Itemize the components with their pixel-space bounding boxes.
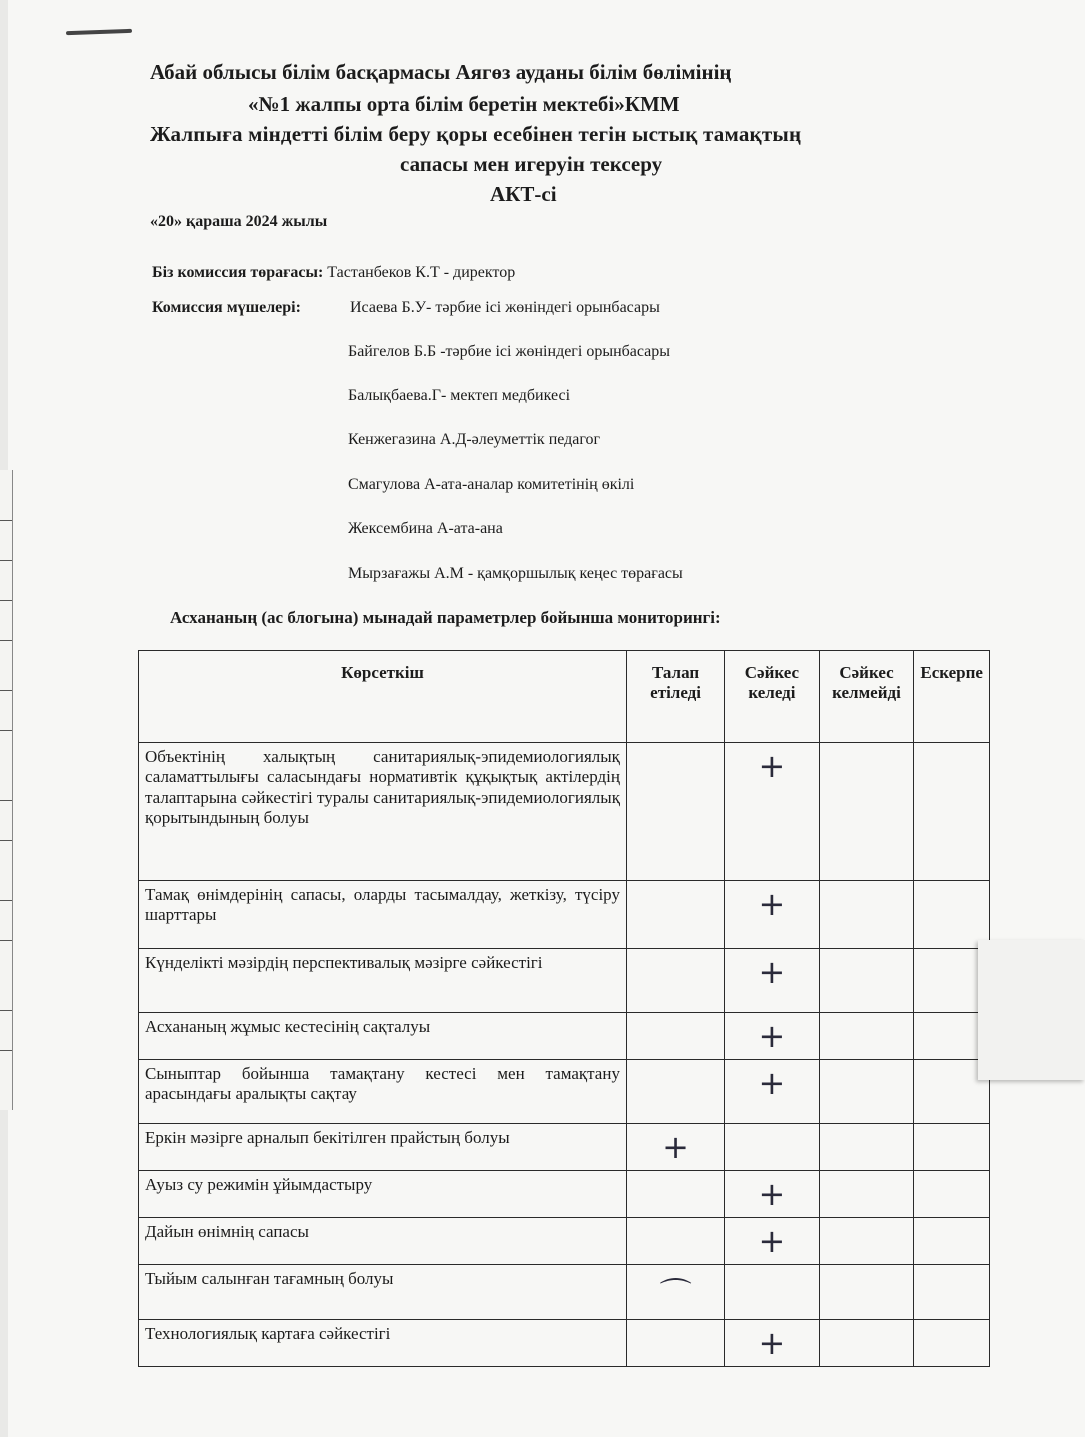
not-complies-cell [819, 1013, 914, 1060]
header-required: Талап етіледі [626, 651, 724, 743]
required-cell: + [626, 1124, 724, 1171]
not-complies-cell [819, 1124, 914, 1171]
header-complies: Сәйкес келеді [725, 651, 819, 743]
member-item: Кенжегазина А.Д-әлеуметтік педагог [348, 431, 601, 448]
table-row [139, 1013, 990, 1060]
table-row [139, 1265, 990, 1320]
complies-cell: + [725, 743, 819, 881]
not-complies-cell [819, 1320, 914, 1367]
table-row [139, 1218, 990, 1265]
note-cell [914, 1265, 990, 1320]
note-cell [914, 1171, 990, 1218]
required-cell [626, 1320, 724, 1367]
indicator-cell: Тамақ өнімдерінің сапасы, оларды тасымалдау, жеткізу, түсіру шарттары [139, 881, 627, 949]
not-complies-cell [819, 1218, 914, 1265]
required-cell [626, 949, 724, 1013]
required-cell [626, 1013, 724, 1060]
member-item: Мырзағажы А.М - қамқоршылық кеңес төрағасы [348, 565, 683, 582]
header-line-5: АКТ-сі [490, 182, 557, 206]
member-item: Балықбаева.Г- мектеп медбикесі [348, 387, 571, 404]
complies-cell: + [725, 1320, 819, 1367]
commission-chair [152, 264, 515, 282]
indicator-cell: Объектінің халықтың санитариялық-эпидемиологиялық саламаттылығы саласындағы нормативтік құқықтық актілердің талаптарына сәйкестігі туралы санитариялық-эпидемиологиялық қорытындының болуы [139, 743, 627, 881]
complies-cell: + [725, 881, 819, 949]
table-row [139, 881, 990, 949]
header-indicator: Көрсеткіш [139, 651, 627, 743]
complies-cell [725, 1265, 819, 1320]
folded-paper-corner [978, 940, 1085, 1080]
table-row [139, 949, 990, 1013]
table-row [139, 1124, 990, 1171]
complies-cell: + [725, 1060, 819, 1124]
members-label: Комиссия мүшелері: [152, 299, 301, 316]
header-line-1: Абай облысы білім басқармасы Аягөз ауданы білім бөлімінің [150, 60, 732, 84]
member-item: Жексембина А-ата-ана [348, 520, 503, 537]
adjacent-page-edge [0, 470, 13, 1110]
monitoring-title: Асхананың (ас блогына) мынадай параметрлер бойынша мониторингі: [170, 608, 721, 627]
complies-cell: + [725, 949, 819, 1013]
required-cell [626, 1171, 724, 1218]
header-note: Ескерпе [914, 651, 990, 743]
chair-label: Біз комиссия төрағасы: [152, 264, 324, 281]
table-row [139, 1171, 990, 1218]
member-item: Байгелов Б.Б -тәрбие ісі жөніндегі орынбасары [348, 343, 671, 360]
indicator-cell: Тыйым салынған тағамның болуы [139, 1265, 627, 1320]
table-header-row [139, 651, 990, 743]
indicator-cell: Асхананың жұмыс кестесінің сақталуы [139, 1013, 627, 1060]
note-cell [914, 1320, 990, 1367]
header-line-4: сапасы мен игеруін тексеру [400, 152, 663, 176]
complies-cell: + [725, 1013, 819, 1060]
note-cell [914, 743, 990, 881]
member-item: Исаева Б.У- тәрбие ісі жөніндегі орынбасары [350, 299, 660, 316]
header-line-3: Жалпыға міндетті білім беру қоры есебінен тегін ыстық тамақтың [150, 122, 802, 146]
required-cell [626, 743, 724, 881]
required-cell [626, 1060, 724, 1124]
complies-cell: + [725, 1218, 819, 1265]
not-complies-cell [819, 1171, 914, 1218]
monitoring-table [138, 650, 990, 1367]
indicator-cell: Ауыз су режимін ұйымдастыру [139, 1171, 627, 1218]
note-cell [914, 1124, 990, 1171]
indicator-cell: Дайын өнімнің сапасы [139, 1218, 627, 1265]
indicator-cell: Еркін мәзірге арналып бекітілген прайстың болуы [139, 1124, 627, 1171]
complies-cell [725, 1124, 819, 1171]
member-item: Смагулова А-ата-аналар комитетінің өкілі [348, 476, 635, 493]
not-complies-cell [819, 743, 914, 881]
act-date: «20» қараша 2024 жылы [150, 213, 328, 230]
not-complies-cell [819, 949, 914, 1013]
required-cell [626, 881, 724, 949]
not-complies-cell [819, 1060, 914, 1124]
table-row [139, 1060, 990, 1124]
required-cell [626, 1218, 724, 1265]
table-row [139, 1320, 990, 1367]
note-cell [914, 881, 990, 949]
header-not-complies: Сәйкес келмейді [819, 651, 914, 743]
indicator-cell: Сыныптар бойынша тамақтану кестесі мен тамақтану арасындағы аралықты сақтау [139, 1060, 627, 1124]
required-cell: ⌒ [626, 1265, 724, 1320]
note-cell [914, 1218, 990, 1265]
chair-value: Тастанбеков К.Т - директор [323, 264, 516, 281]
not-complies-cell [819, 881, 914, 949]
indicator-cell: Күнделікті мәзірдің перспективалық мәзірге сәйкестігі [139, 949, 627, 1013]
header-line-2: «№1 жалпы орта білім беретін мектебі»КММ [248, 92, 680, 116]
complies-cell: + [725, 1171, 819, 1218]
table-row [139, 743, 990, 881]
not-complies-cell [819, 1265, 914, 1320]
indicator-cell: Технологиялық картаға сәйкестігі [139, 1320, 627, 1367]
